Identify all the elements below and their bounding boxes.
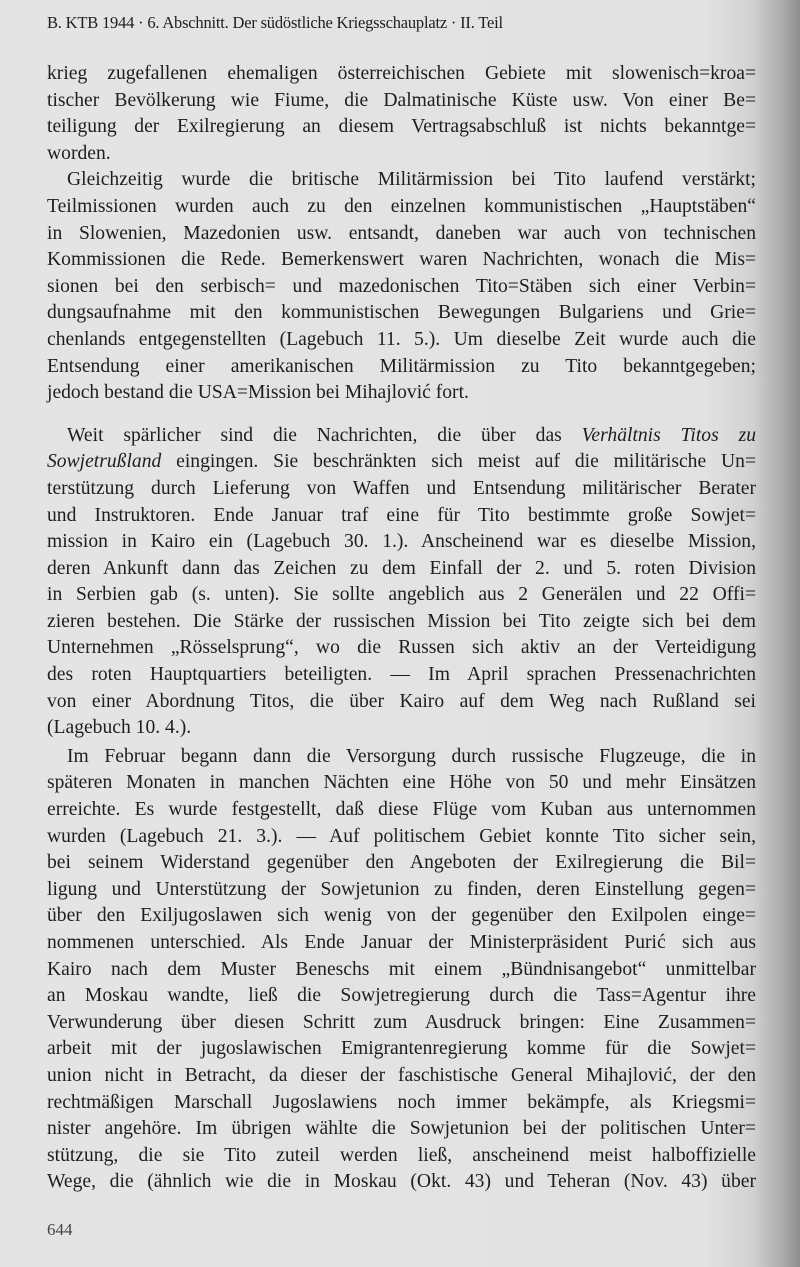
text-line: jedoch bestand die USA=Mission bei Mihajlović fort. <box>47 382 469 404</box>
text-line: worden. <box>47 142 111 164</box>
text-line: Unternehmen „Rösselsprung“, wo die Russen sich aktiv an der Verteidigung <box>47 637 756 659</box>
text-line: union nicht in Betracht, da dieser der faschistische General Mihajlović, der den <box>47 1064 756 1086</box>
page-number: 644 <box>47 1220 73 1239</box>
text-line: terstützung durch Lieferung von Waffen und Entsendung militärischer Berater <box>47 477 756 499</box>
italic-text: Sowjetrußland <box>47 451 162 473</box>
paragraph <box>47 423 756 742</box>
text-line: tischer Bevölkerung wie Fiume, die Dalmatinische Küste usw. Von einer Be= <box>47 89 756 111</box>
text-line: dungsaufnahme mit den kommunistischen Bewegungen Bulgariens und Grie= <box>47 302 756 324</box>
text-line: Kommissionen die Rede. Bemerkenswert waren Nachrichten, wonach die Mis= <box>47 249 756 271</box>
text-line: krieg zugefallenen ehemaligen österreichischen Gebiete mit slowenisch=kroa= <box>47 63 756 84</box>
paragraph <box>47 744 756 1196</box>
text-line: stützung, die sie Tito zuteil werden ließ, anscheinend meist halboffizielle <box>47 1144 756 1166</box>
text-line: deren Ankunft dann das Zeichen zu dem Einfall der 2. und 5. roten Division <box>47 557 756 579</box>
running-header: B. KTB 1944 · 6. Abschnitt. Der südöstliche Kriegsschauplatz · II. Teil <box>47 13 503 32</box>
text-segment: Weit spärlicher sind die Nachrichten, die über das <box>67 424 582 446</box>
text-line: Im Februar begann dann die Versorgung durch russische Flugzeuge, die in <box>67 745 756 767</box>
text-line: an Moskau wandte, ließ die Sowjetregierung durch die Tass=Agentur ihre <box>47 985 756 1007</box>
text-line: nommenen unterschied. Als Ende Januar der Ministerpräsident Purić sich aus <box>47 932 756 953</box>
text-line: nister angehöre. Im übrigen wählte die Sowjetunion bei der politischen Unter= <box>47 1118 756 1140</box>
italic-text: Verhältnis Titos zu <box>581 424 756 446</box>
text-line: Kairo nach dem Muster Beneschs mit einem „Bündnisangebot“ unmittelbar <box>47 958 756 980</box>
text-line: wurden (Lagebuch 21. 3.). — Auf politischem Gebiet konnte Tito sicher sein, <box>47 825 756 847</box>
text-line: Gleichzeitig wurde die britische Militärmission bei Tito laufend verstärkt; <box>67 169 756 191</box>
text-line: in Slowenien, Mazedonien usw. entsandt, daneben war auch von technischen <box>47 222 756 244</box>
text-line: ligung und Unterstützung der Sowjetunion zu finden, deren Einstellung gegen= <box>47 878 756 900</box>
body-text <box>47 61 756 1196</box>
text-line: in Serbien gab (s. unten). Sie sollte angeblich aus 2 Generälen und 22 Offi= <box>47 584 756 606</box>
text-line: erreichte. Es wurde festgestellt, daß diese Flüge vom Kuban aus unternommen <box>47 799 756 821</box>
paragraph <box>47 61 756 167</box>
text-line: und Instruktoren. Ende Januar traf eine für Tito bestimmte große Sowjet= <box>47 504 756 526</box>
text-line: rechtmäßigen Marschall Jugoslawiens noch immer bekämpfe, als Kriegsmi= <box>47 1091 756 1113</box>
text-line: (Lagebuch 10. 4.). <box>47 717 192 739</box>
paragraph <box>47 167 756 406</box>
text-line: chenlands entgegenstellten (Lagebuch 11. 5.). Um dieselbe Zeit wurde auch die <box>47 328 756 350</box>
text-line: über den Exiljugoslawen sich wenig von der gegenüber den Exilpolen einge= <box>47 905 756 927</box>
text-line: bei seinem Widerstand gegenüber den Angeboten der Exilregierung die Bil= <box>47 852 756 874</box>
text-line <box>47 449 756 476</box>
text-line: des roten Hauptquartiers beteiligten. — Im April sprachen Pressenachrichten <box>47 664 756 686</box>
text-line: Verwunderung über diesen Schritt zum Ausdruck bringen: Eine Zusammen= <box>47 1011 756 1033</box>
text-line: zieren bestehen. Die Stärke der russischen Mission bei Tito zeigte sich bei dem <box>47 610 756 632</box>
text-line: Wege, die (ähnlich wie die in Moskau (Okt. 43) und Teheran (Nov. 43) über <box>47 1171 756 1193</box>
text-segment: eingingen. Sie beschränkten sich meist auf die militärische Un= <box>161 451 756 473</box>
text-line: späteren Monaten in manchen Nächten eine Höhe von 50 und mehr Einsätzen <box>47 772 756 794</box>
text-line <box>47 423 756 450</box>
text-line: von einer Abordnung Titos, die über Kairo auf dem Weg nach Rußland sei <box>47 690 756 712</box>
text-line: teiligung der Exilregierung an diesem Vertragsabschluß ist nichts bekanntge= <box>47 116 756 138</box>
text-line: Teilmissionen wurden auch zu den einzelnen kommunistischen „Hauptstäben“ <box>47 195 756 217</box>
text-line: sionen bei den serbisch= und mazedonischen Tito=Stäben sich einer Verbin= <box>47 275 756 297</box>
text-line: mission in Kairo ein (Lagebuch 30. 1.). Anscheinend war es dieselbe Mission, <box>47 531 756 553</box>
text-line: Entsendung einer amerikanischen Militärmission zu Tito bekanntgegeben; <box>47 355 756 377</box>
text-line: arbeit mit der jugoslawischen Emigrantenregierung komme für die Sowjet= <box>47 1038 756 1060</box>
